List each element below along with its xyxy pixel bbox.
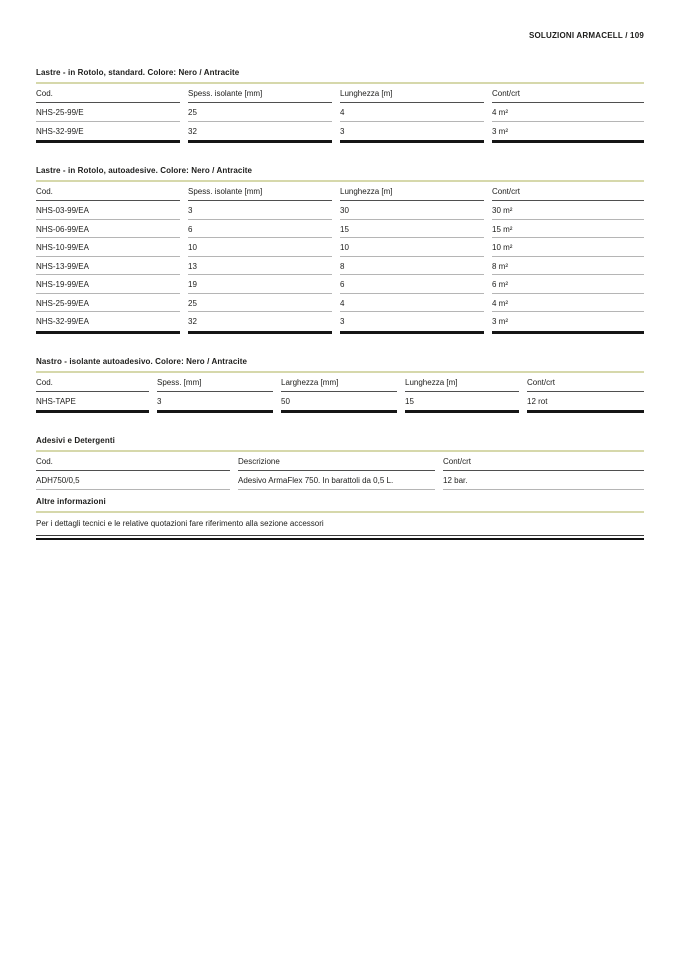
table-cell: ADH750/0,5 [36,471,230,490]
end-rule-segment [527,410,644,413]
table-cell: 15 [340,220,484,239]
table-row [36,122,644,141]
section-end-rule [36,535,644,540]
product-table [36,68,644,143]
other-info-title: Altre informazioni [36,496,106,506]
tables-area [36,68,644,490]
table-cell: 3 [340,317,345,326]
table-end-rule [36,331,644,334]
table-cell: 10 [340,238,484,257]
table-cell: NHS-19-99/EA [36,275,180,294]
table-cell: 6 [188,220,332,239]
column-header: Lunghezza [m] [340,182,484,201]
table-cell: 8 m² [492,257,644,276]
table-cell: 3 m² [492,126,508,136]
table-row [36,392,644,411]
table-cell: 3 m² [492,317,508,326]
end-rule-segment [340,331,484,334]
end-rule-segment [36,410,149,413]
table-cell: 3 [188,201,332,220]
table-cell: NHS-13-99/EA [36,257,180,276]
column-header: Spess. isolante [mm] [188,84,332,103]
table-cell: 6 m² [492,275,644,294]
column-header: Descrizione [238,452,435,471]
end-rule-segment [188,331,332,334]
table-cell: NHS-03-99/EA [36,201,180,220]
table-row [36,294,644,313]
other-info-text: Per i dettagli tecnici e le relative quotazioni fare riferimento alla sezione accessori [36,518,324,528]
end-rule-segment [188,140,332,143]
end-rule-segment [36,331,180,334]
column-header: Spess. [mm] [157,373,273,392]
column-header: Cont/crt [443,452,644,471]
end-rule-segment [405,410,519,413]
table-title: Nastro - isolante autoadesivo. Colore: Nero / Antracite [36,356,248,366]
table-cell: 10 m² [492,238,644,257]
table-header-row [36,452,644,471]
table-cell: Adesivo ArmaFlex 750. In barattoli da 0,5 L. [238,471,435,490]
table-cell: 12 rot [527,396,548,406]
table-cell: NHS-25-99/EA [36,294,180,313]
table-cell: 13 [188,257,332,276]
table-title: Adesivi e Detergenti [36,436,115,445]
table-cell: 15 m² [492,220,644,239]
end-rule-segment [340,140,484,143]
column-header: Cod. [36,84,180,103]
table-header-row [36,373,644,392]
column-header: Cont/crt [492,182,644,201]
column-header: Cod. [36,182,180,201]
table-cell: 4 m² [492,294,644,313]
other-info-section [36,490,644,540]
product-table [36,357,644,414]
table-title: Lastre - in Rotolo, standard. Colore: Nero / Antracite [36,68,240,77]
column-header: Cod. [36,373,149,392]
end-rule-segment [157,410,273,413]
table-row [36,201,644,220]
table-cell: NHS-06-99/EA [36,220,180,239]
table-cell: 19 [188,275,332,294]
table-header-row [36,84,644,103]
table-cell: 3 [340,126,345,136]
column-header: Cont/crt [527,373,644,392]
table-cell: NHS-32-99/EA [36,317,89,326]
column-header: Cod. [36,452,230,471]
table-cell: NHS-32-99/E [36,126,84,136]
table-cell: 50 [281,396,290,406]
table-row [36,471,644,490]
table-cell: 12 bar. [443,471,644,490]
product-table [36,166,644,334]
table-cell: 15 [405,396,414,406]
table-cell: 4 [340,103,484,122]
column-header: Lunghezza [m] [340,84,484,103]
table-cell: 4 [340,294,484,313]
column-header: Cont/crt [492,84,644,103]
end-rule-segment [492,331,644,334]
table-cell: 6 [340,275,484,294]
table-cell: 10 [188,238,332,257]
page-header [36,31,644,41]
table-cell: 25 [188,103,332,122]
table-row [36,275,644,294]
table-end-rule [36,140,644,143]
table-row [36,312,644,331]
table-cell: 30 m² [492,201,644,220]
table-row [36,257,644,276]
table-cell: 25 [188,294,332,313]
table-cell: NHS-TAPE [36,396,76,406]
table-header-row [36,182,644,201]
end-rule-segment [281,410,397,413]
table-row [36,220,644,239]
table-row [36,238,644,257]
end-rule-segment [492,140,644,143]
page-header-title: SOLUZIONI ARMACELL / 109 [528,31,644,40]
table-cell: 3 [157,396,162,406]
table-cell: 8 [340,257,484,276]
table-cell: 4 m² [492,103,644,122]
table-cell: 32 [188,126,197,136]
table-title: Lastre - in Rotolo, autoadesive. Colore: Nero / Antracite [36,166,253,175]
end-rule-segment [36,140,180,143]
table-cell: NHS-10-99/EA [36,238,180,257]
table-cell: NHS-25-99/E [36,103,180,122]
product-table [36,436,644,490]
table-end-rule [36,410,644,413]
table-row [36,103,644,122]
column-header: Larghezza [mm] [281,373,397,392]
table-cell: 32 [188,317,197,326]
column-header: Lunghezza [m] [405,373,519,392]
column-header: Spess. isolante [mm] [188,182,332,201]
table-cell: 30 [340,201,484,220]
